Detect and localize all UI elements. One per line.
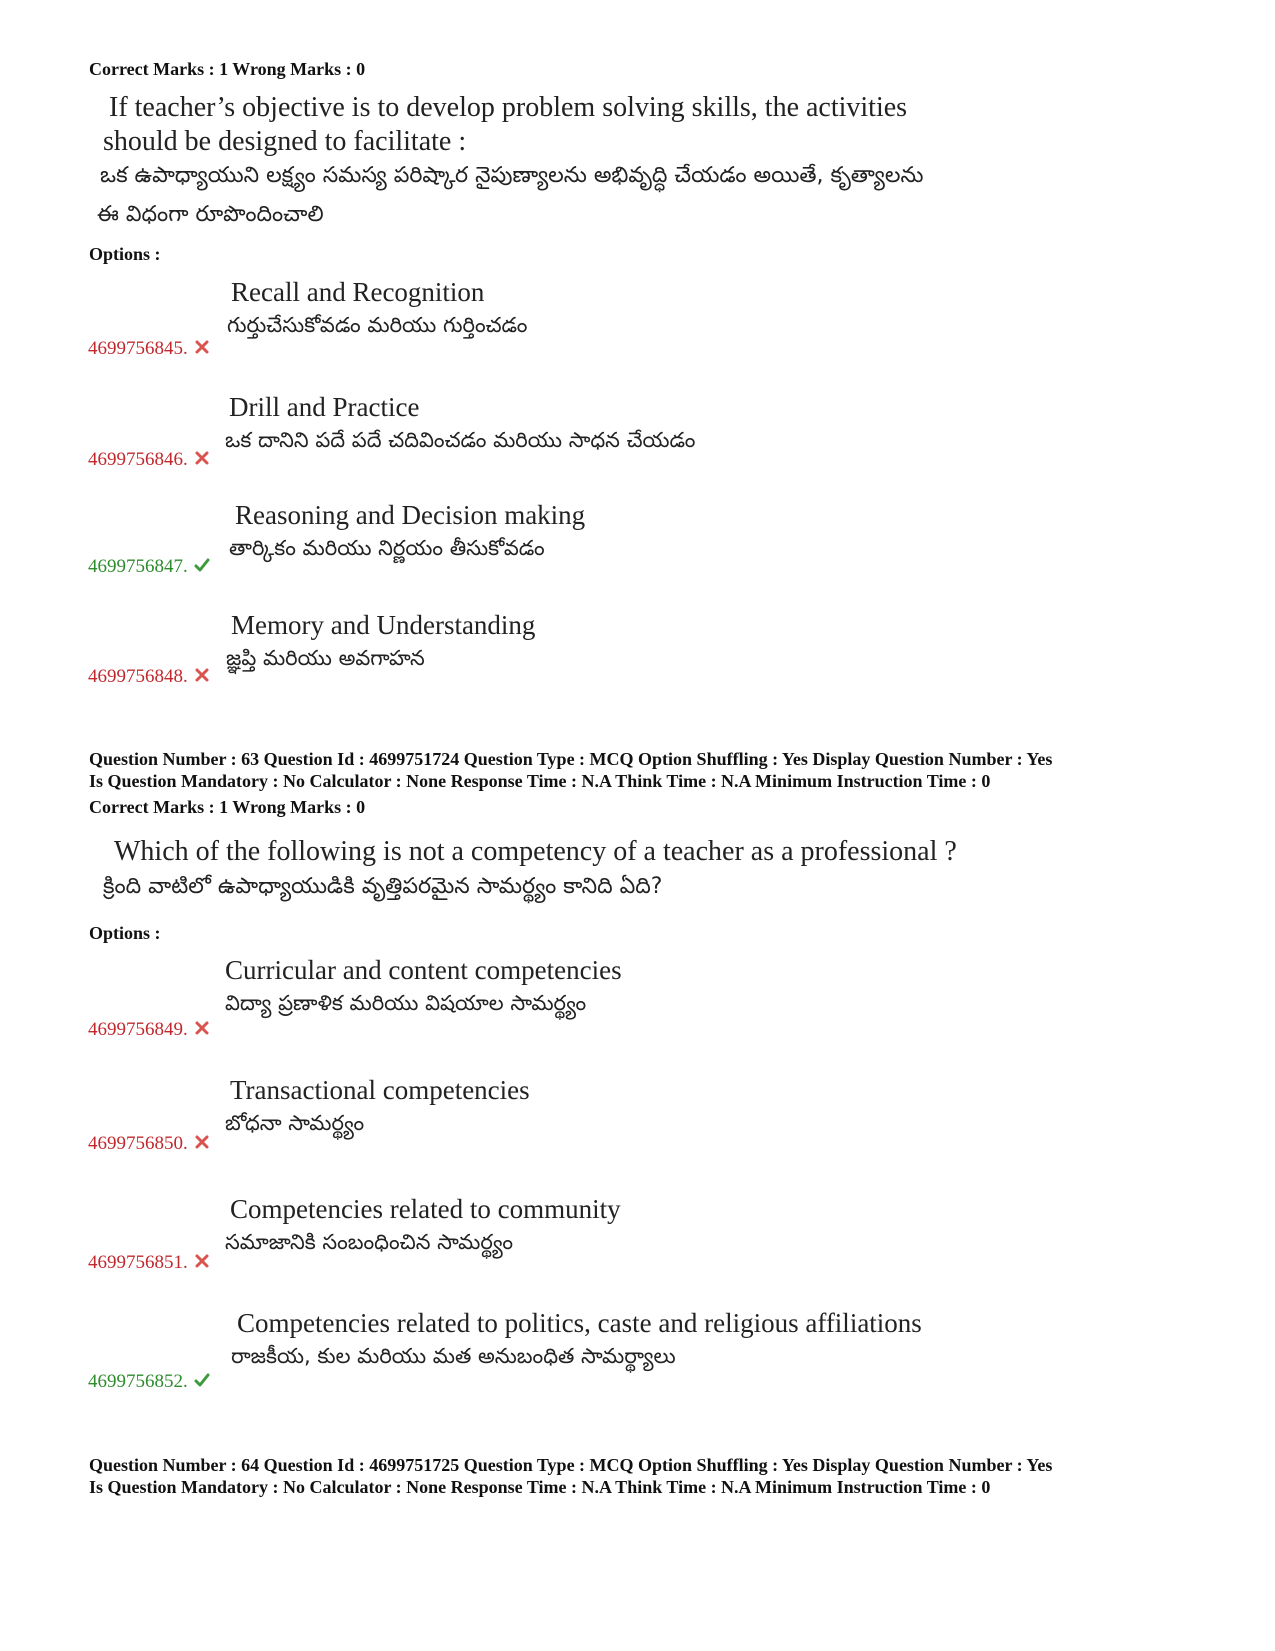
question-text-telugu: ఒక ఉపాధ్యాయుని లక్ష్యం సమస్య పరిష్కార నైపుణ్యాలను అభివృద్ధి చేయడం అయితే, కృత్యాలను <box>100 163 924 188</box>
option-text: Memory and Understanding <box>231 610 536 640</box>
question-header: Is Question Mandatory : No Calculator : None Response Time : N.A Think Time : N.A Minimum Instruction Time : 0 <box>89 771 991 791</box>
option-text-telugu: తార్కికం మరియు నిర్ణయం తీసుకోవడం <box>229 536 545 560</box>
question-text: If teacher’s objective is to develop problem solving skills, the activities <box>109 92 908 123</box>
option-text-telugu: బోధనా సామర్థ్యం <box>225 1111 365 1135</box>
option-id: 4699756846. <box>88 449 210 471</box>
option-text-telugu: జ్ఞప్తి మరియు అవగాహన <box>226 646 425 670</box>
question-text: should be designed to facilitate : <box>103 126 467 157</box>
option-text-telugu: గుర్తుచేసుకోవడం మరియు గుర్తించడం <box>227 313 528 337</box>
option-text-telugu: విద్యా ప్రణాళిక మరియు విషయాల సామర్థ్యం <box>225 991 587 1015</box>
marks-line: Correct Marks : 1 Wrong Marks : 0 <box>89 59 366 79</box>
marks-line: Correct Marks : 1 Wrong Marks : 0 <box>89 797 366 817</box>
option-text: Reasoning and Decision making <box>235 500 586 530</box>
option-id: 4699756850. <box>88 1133 210 1155</box>
option-text: Transactional competencies <box>230 1075 530 1105</box>
cross-icon <box>194 339 210 355</box>
option-text-telugu: ఒక దానిని పదే పదే చదివించడం మరియు సాధన చేయడం <box>225 428 696 452</box>
option-id: 4699756847. <box>88 556 210 578</box>
options-label: Options : <box>89 244 161 264</box>
cross-icon <box>194 450 210 466</box>
question-text-telugu: ఈ విధంగా రూపొందించాలి <box>97 202 324 227</box>
option-id: 4699756852. <box>88 1371 210 1393</box>
question-text: Which of the following is not a competency of a teacher as a professional ? <box>114 836 957 867</box>
question-header: Question Number : 63 Question Id : 4699751724 Question Type : MCQ Option Shuffling : Yes Display Question Number : Yes <box>89 749 1053 769</box>
option-id: 4699756848. <box>88 666 210 688</box>
cross-icon <box>194 667 210 683</box>
question-header: Question Number : 64 Question Id : 4699751725 Question Type : MCQ Option Shuffling : Yes Display Question Number : Yes <box>89 1455 1053 1475</box>
option-text: Competencies related to community <box>230 1194 621 1224</box>
option-text: Recall and Recognition <box>231 277 485 307</box>
option-text: Drill and Practice <box>229 392 420 422</box>
cross-icon <box>194 1020 210 1036</box>
option-text-telugu: రాజకీయ, కుల మరియు మత అనుబంధిత సామర్థ్యాలు <box>231 1344 676 1368</box>
option-id: 4699756851. <box>88 1252 210 1274</box>
options-label: Options : <box>89 923 161 943</box>
option-text-telugu: సమాజానికి సంబంధించిన సామర్థ్యం <box>225 1230 514 1254</box>
option-text: Competencies related to politics, caste and religious affiliations <box>237 1308 922 1338</box>
cross-icon <box>194 1253 210 1269</box>
check-icon <box>194 557 210 573</box>
question-header: Is Question Mandatory : No Calculator : None Response Time : N.A Think Time : N.A Minimum Instruction Time : 0 <box>89 1477 991 1497</box>
question-text-telugu: క్రింది వాటిలో ఉపాధ్యాయుడికి వృత్తిపరమైన సామర్థ్యం కానిది ఏది? <box>103 874 663 899</box>
option-id: 4699756849. <box>88 1019 210 1041</box>
option-id: 4699756845. <box>88 338 210 360</box>
option-text: Curricular and content competencies <box>225 955 622 985</box>
cross-icon <box>194 1134 210 1150</box>
check-icon <box>194 1372 210 1388</box>
